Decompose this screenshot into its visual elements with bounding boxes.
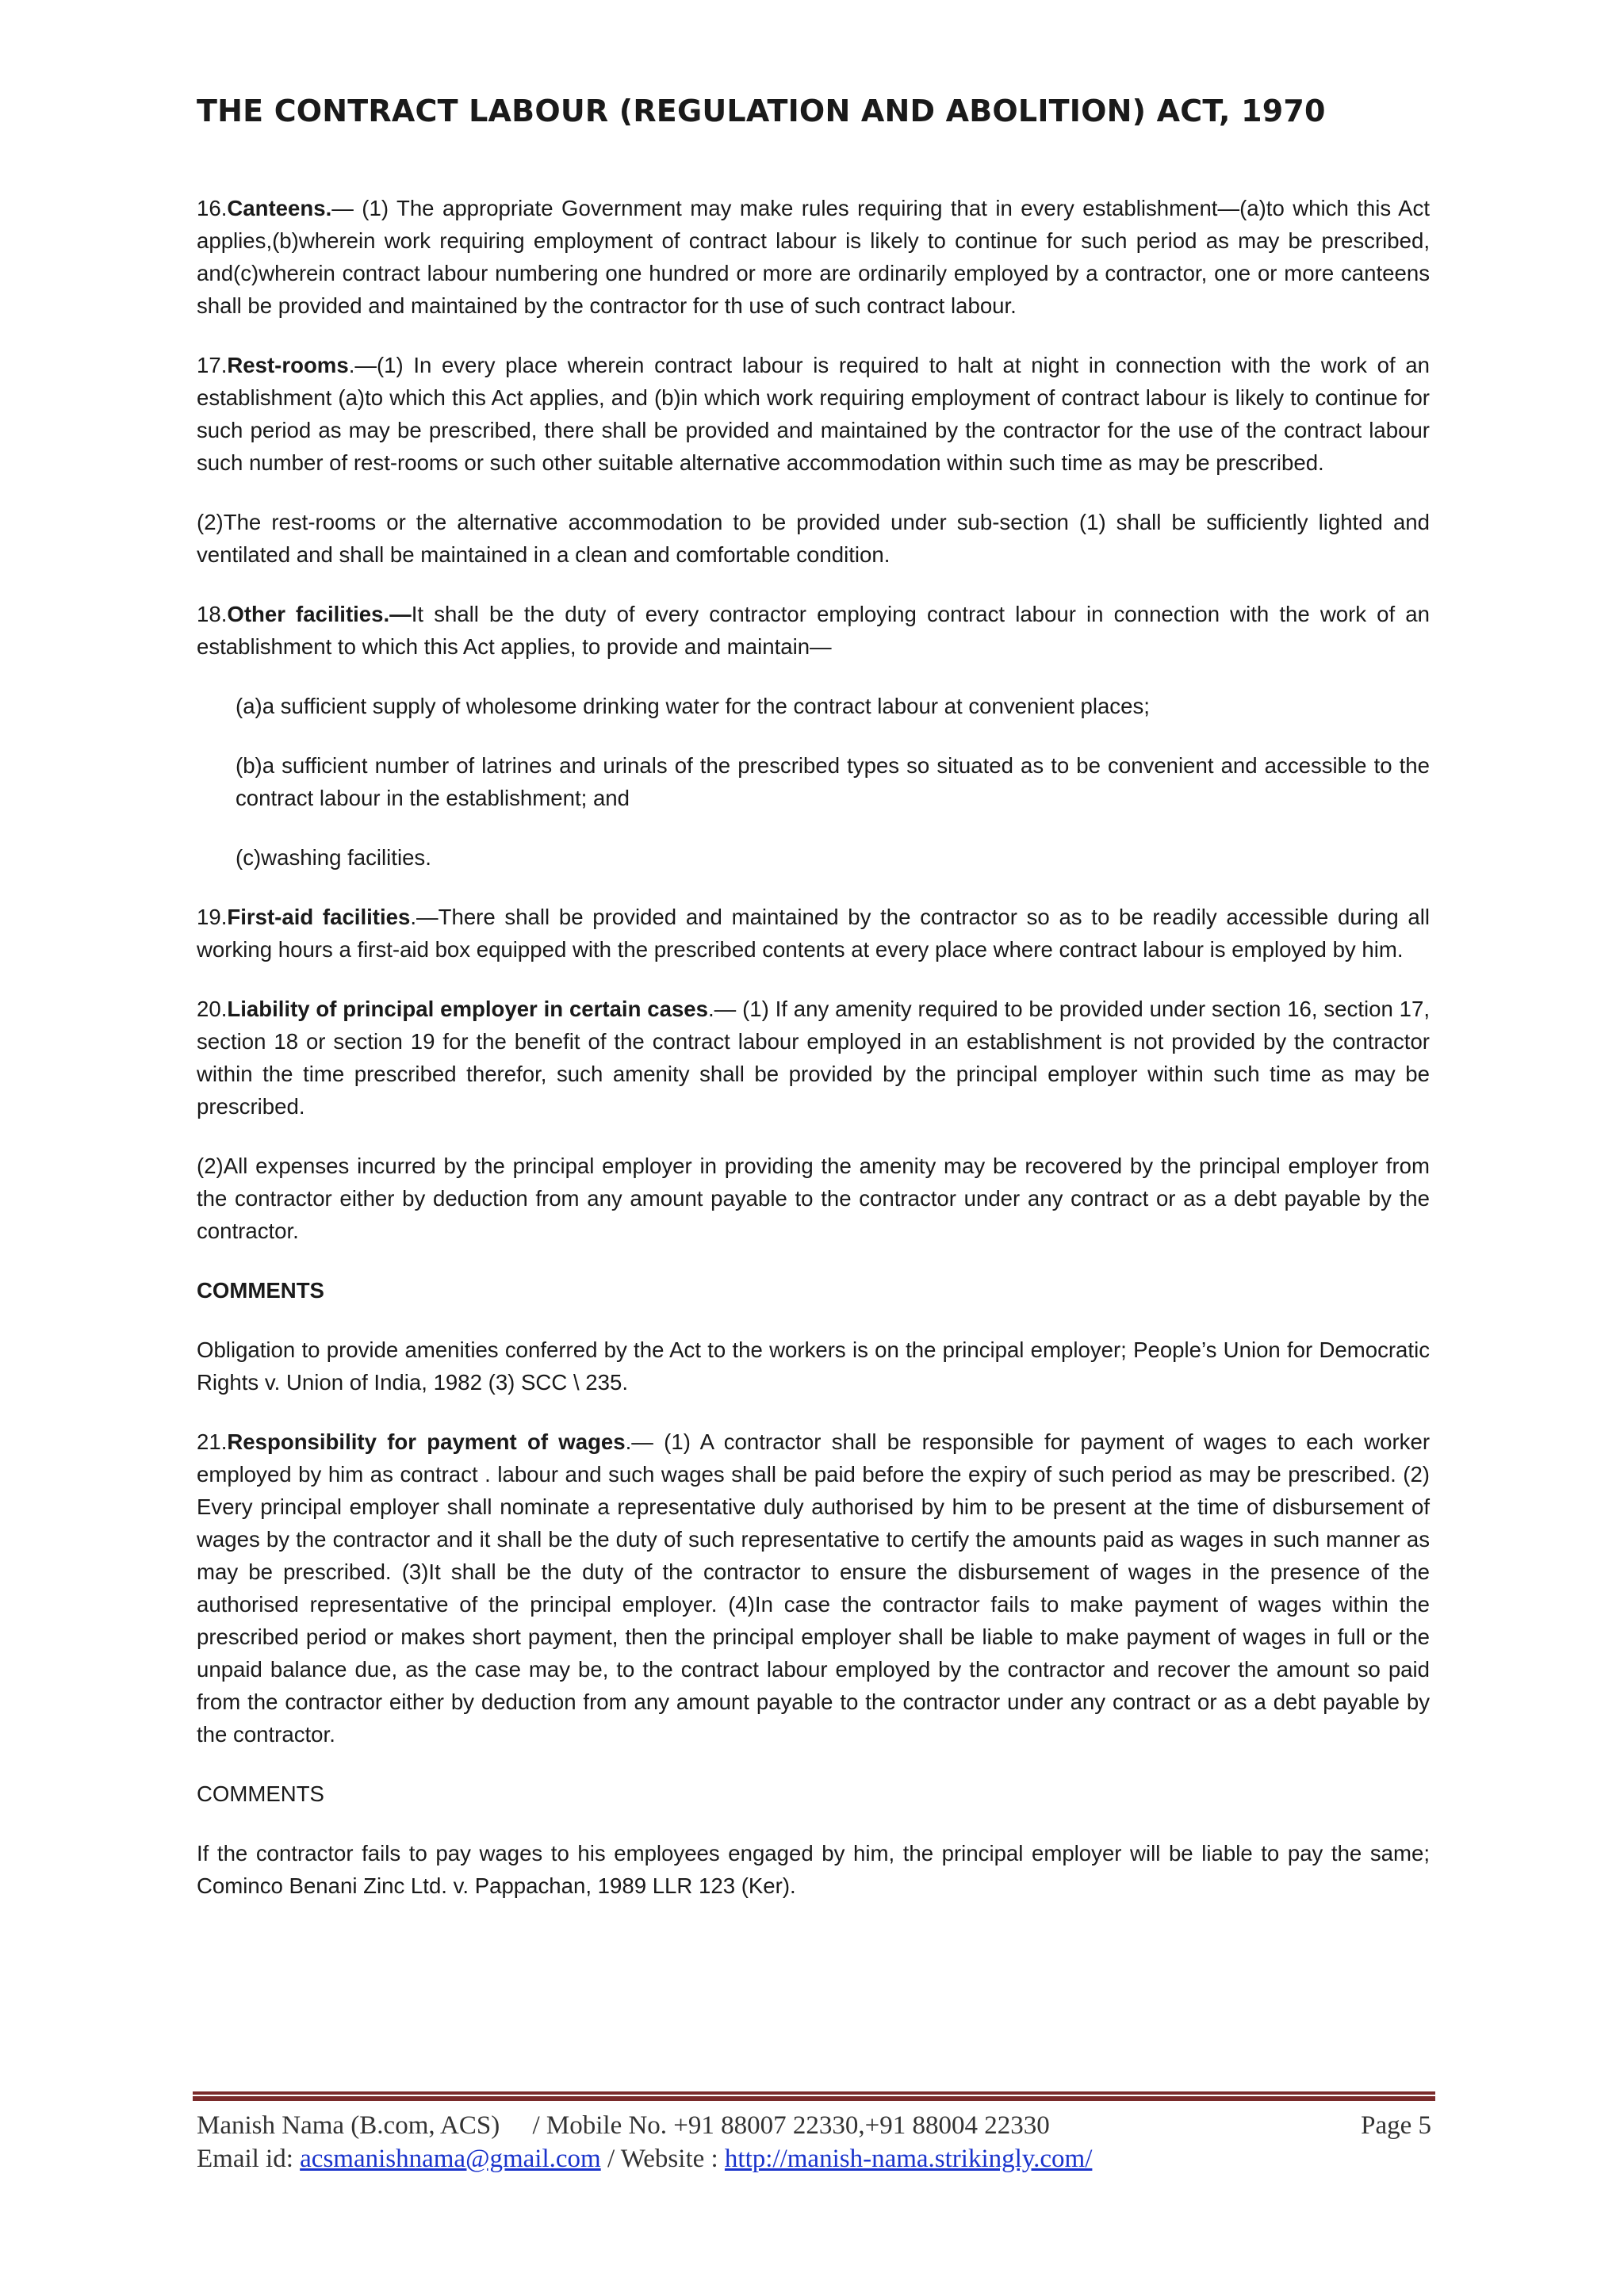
section-number: 16. [197,196,228,220]
section-number: 19. [197,905,228,929]
section-heading: Other facilities.— [227,602,412,626]
section-heading: Canteens. [227,196,332,220]
page-footer [197,2109,1431,2175]
footer-line-1 [197,2109,1431,2142]
section-20-comments-heading: COMMENTS [197,1278,324,1303]
section-text: .—There shall be provided and maintained by the contractor so as to be readily accessible during all working hours a first-aid box equipped with the prescribed contents at every place where contract labour is employed by him. [197,905,1430,962]
section-text: .— (1) A contractor shall be responsible for payment of wages to each worker employed by him as contract . labour and such wages shall be paid before the expiry of such period as may be prescribed. (2) Every principal employer shall nominate a representative duly authorised by him to be present at the time of disbursement of wages by the contractor and it shall be the duty of such representative to certify the amounts paid as wages in such manner as may be prescribed. (3)It shall be the duty of the contractor to ensure the disbursement of wages in the presence of the authorised representative of the principal employer. (4)In case the contractor fails to make payment of wages within the prescribed period or makes short payment, then the principal employer shall be liable to make payment of wages in full or the unpaid balance due, as the case may be, to the contract labour employed by the contractor and recover the amount so paid from the contractor either by deduction from any amount payable to the contractor under any contract or as a debt payable by the contractor. [197,1429,1431,1747]
email-link[interactable]: acsmanishnama@gmail.com [300,2145,601,2173]
section-20 [197,993,1430,1123]
website-link[interactable]: http://manish-nama.strikingly.com/ [724,2145,1093,2173]
section-text: — (1) The appropriate Government may make rules requiring that in every establishment—(a)to which this Act applies,(b)wherein work requiring employment of contract labour is likely to continue for such period as may be prescribed, and(c)wherein contract labour numbering one hundred or more are ordinarily employed by a contractor, one or more canteens shall be provided and maintained by the contractor for th use of such contract labour. [197,196,1430,318]
section-20-subsection-2: (2)All expenses incurred by the principal employer in providing the amenity may be recovered by the principal employer from the contractor either by deduction from any amount payable to the contractor under any contract or as a debt payable by the contractor. [197,1154,1430,1243]
section-heading: Responsibility for payment of wages [227,1429,626,1454]
section-19 [197,901,1430,966]
section-heading: First-aid facilities [227,905,411,929]
section-17-subsection-2: (2)The rest-rooms or the alternative accommodation to be provided under sub-section (1) shall be sufficiently lighted and ventilated and shall be maintained in a clean and comfortable condition. [197,510,1430,567]
section-number: 21. [197,1429,228,1454]
section-text: .— (1) If any amenity required to be provided under section 16, section 17, section 18 or section 19 for the benefit of the contract labour employed in an establishment is not provided by the contractor within the time prescribed therefor, such amenity shall be provided by the principal employer within such time as may be prescribed. [197,997,1430,1119]
section-18 [197,598,1430,663]
section-text: .—(1) In every place wherein contract labour is required to halt at night in connection with the work of an establishment (a)to which this Act applies, and (b)in which work requiring employment of contract labour is likely to continue for such period as may be prescribed, there shall be provided and maintained by the contractor for the use of the contract labour such number of rest-rooms or such other suitable alternative accommodation within such time as may be prescribed. [197,353,1430,475]
section-21 [197,1425,1430,1751]
footer-author-contact: Manish Nama (B.com, ACS) / Mobile No. +91 88007 22330,+91 88004 22330 [197,2111,1050,2140]
footer-line-2 [197,2142,1431,2175]
document-title: THE CONTRACT LABOUR (REGULATION AND ABOLITION) ACT, 1970 [197,94,1326,128]
section-text: It shall be the duty of every contractor employing contract labour in connection with the work of an establishment to which this Act applies, to provide and maintain— [197,602,1430,659]
section-18-clause-c: (c)washing facilities. [236,845,431,870]
section-heading: Liability of principal employer in certain cases [227,997,708,1021]
section-number: 18. [197,602,228,626]
section-heading: Rest-rooms [227,353,349,377]
section-17 [197,349,1430,479]
email-label: Email id: [197,2145,301,2173]
footer-divider [193,2091,1435,2104]
document-body [197,192,1430,1929]
footer-divider-line-bottom [193,2096,1435,2101]
page-number: Page 5 [1361,2111,1431,2140]
footer-divider-line-top [193,2091,1435,2095]
section-number: 20. [197,997,228,1021]
section-number: 17. [197,353,228,377]
section-21-comments-text: If the contractor fails to pay wages to his employees engaged by him, the principal employer will be liable to pay the same; Cominco Benani Zinc Ltd. v. Pappachan, 1989 LLR 123 (Ker). [197,1841,1430,1898]
section-18-clause-a: (a)a sufficient supply of wholesome drinking water for the contract labour at convenient places; [236,694,1150,718]
website-label: / Website : [600,2145,725,2173]
section-20-comments-text: Obligation to provide amenities conferred by the Act to the workers is on the principal employer; People’s Union for Democratic Rights v. Union of India, 1982 (3) SCC \ 235. [197,1337,1430,1395]
section-16 [197,192,1430,322]
section-18-clause-b: (b)a sufficient number of latrines and urinals of the prescribed types so situated as to be convenient and accessible to the contract labour in the establishment; and [236,753,1430,810]
section-21-comments-heading: COMMENTS [197,1781,324,1806]
